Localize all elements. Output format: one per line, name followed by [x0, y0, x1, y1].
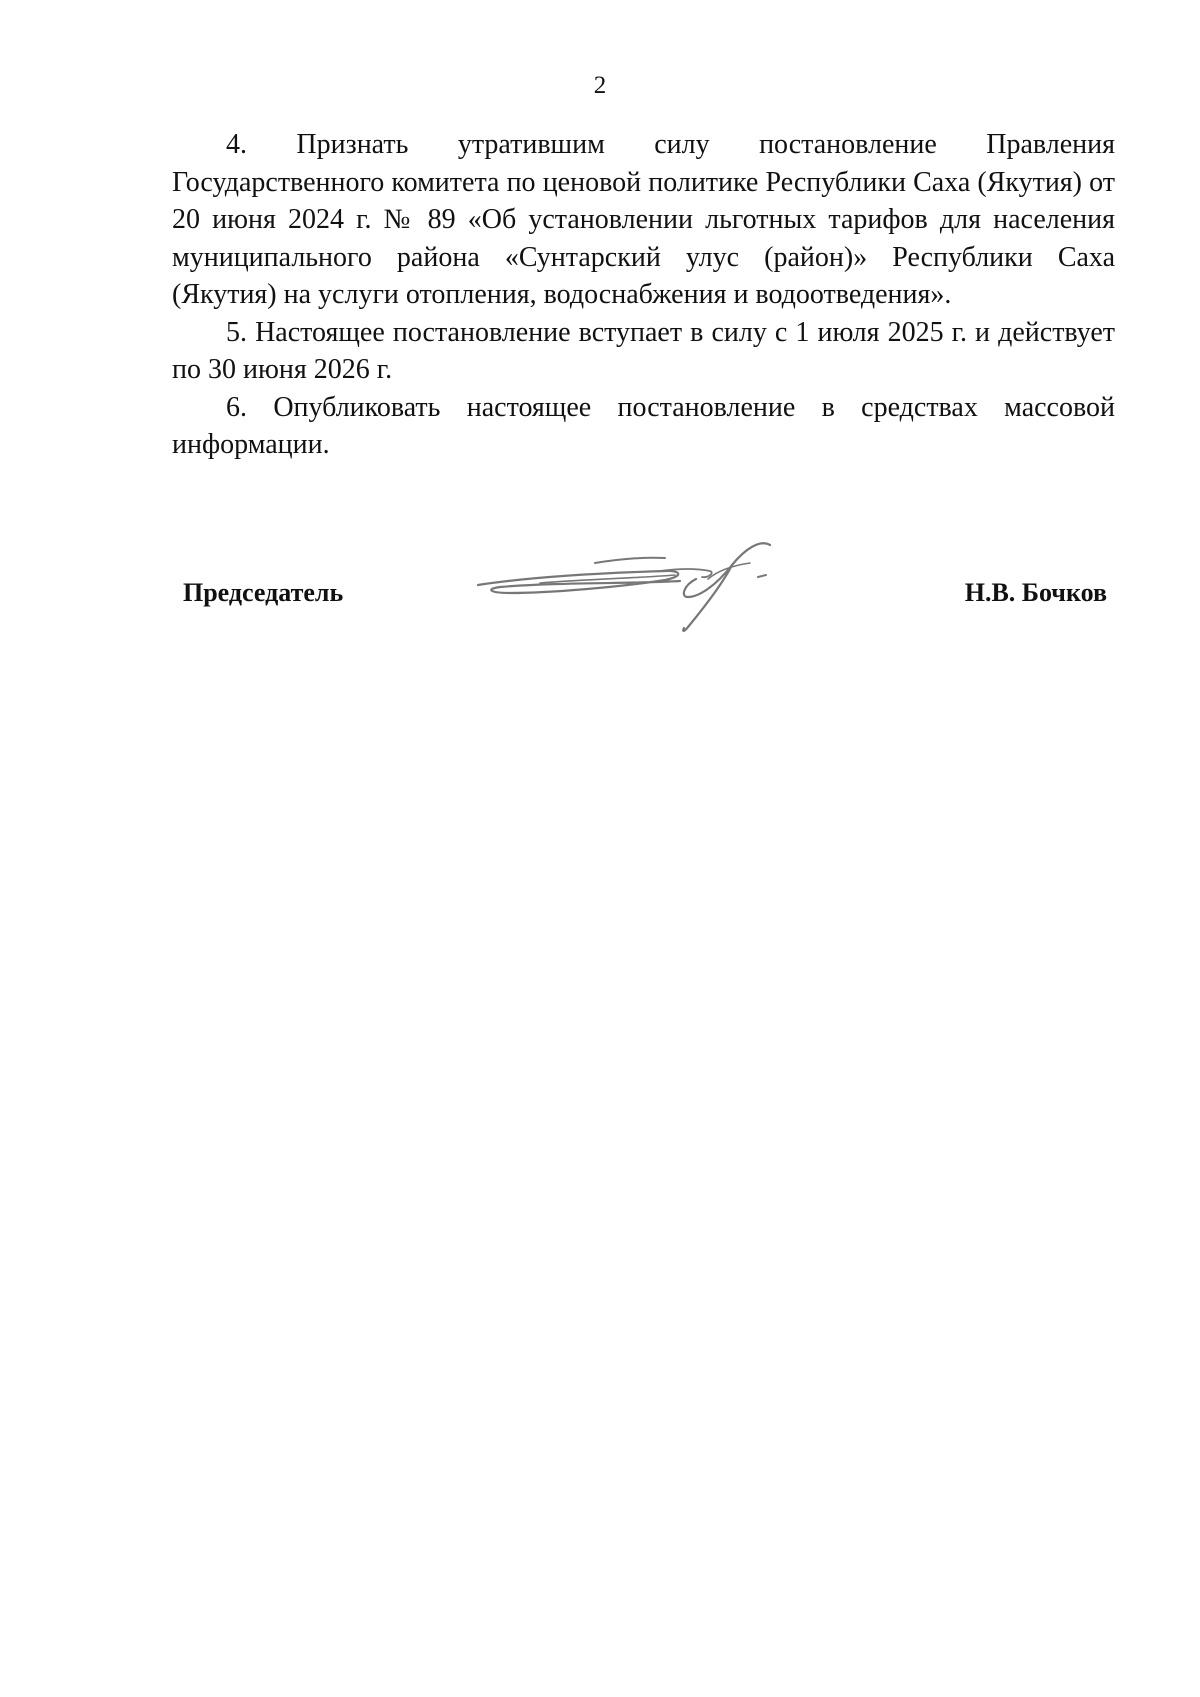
paragraph-5: 5. Настоящее постановление вступает в силу с 1 июля 2025 г. и действует по 30 июня 2026 г. — [172, 316, 1115, 385]
document-body — [172, 126, 1115, 464]
paragraph-4: 4. Признать утратившим силу постановление Правления Государственного комитета по ценовой политике Республики Саха (Якутия) от 20 июня 2024 г. № 89 «Об установлении льготных тарифов для населения муниципального района «Сунтарский улус (район)» Республики Саха (Якутия) на услуги отопления, водоснабжения и водоотведения». — [172, 129, 1115, 310]
paragraph-6: 6. Опубликовать настоящее постановление в средствах массовой информации. — [172, 391, 1115, 460]
handwritten-signature-icon — [470, 535, 780, 635]
signatory-name: Н.В. Бочков — [964, 578, 1107, 607]
signatory-title: Председатель — [183, 578, 344, 607]
page-number: 2 — [593, 72, 607, 99]
